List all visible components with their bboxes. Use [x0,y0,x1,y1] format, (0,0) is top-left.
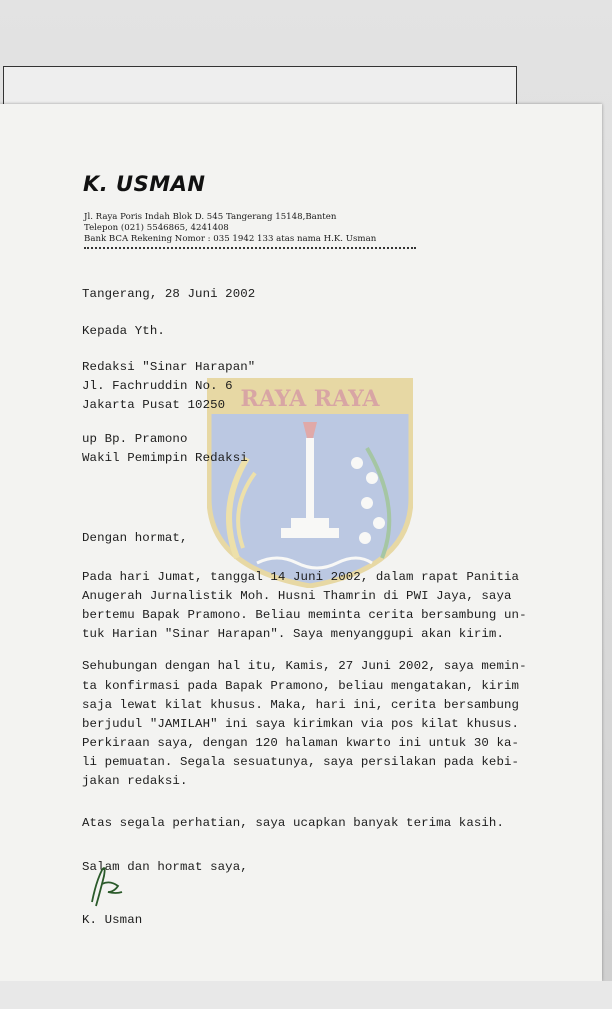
paragraph-line: ta konfirmasi pada Bapak Pramono, beliau mengatakan, kirim [82,679,520,693]
to-label: Kepada Yth. [82,324,165,338]
letterhead-name: K. USMAN [83,172,206,196]
recipient-line: Jl. Fachruddin No. 6 [82,379,233,393]
jakarta-coat-of-arms-watermark [207,378,413,588]
attention-line: Wakil Pemimpin Redaksi [82,451,248,465]
closing: Salam dan hormat saya, [82,860,248,874]
attention-line: up Bp. Pramono [82,432,188,446]
salutation: Dengan hormat, [82,531,188,545]
closing-paragraph: Atas segala perhatian, saya ucapkan banyak terima kasih. [82,816,504,830]
paragraph-line: tuk Harian "Sinar Harapan". Saya menyanggupi akan kirim. [82,627,504,641]
paragraph-line: Pada hari Jumat, tanggal 14 Juni 2002, dalam rapat Panitia [82,570,520,584]
paragraph-line: bertemu Bapak Pramono. Beliau meminta cerita bersambung un- [82,608,527,622]
letterhead-divider [84,245,416,249]
signer-name: K. Usman [82,913,143,927]
watermark-text: RAYA RAYA [240,386,380,412]
letterhead-phone: Telepon (021) 5546865, 4241408 [84,223,229,233]
paragraph-line: li pemuatan. Segala sesuatunya, saya persilakan pada kebi- [82,755,520,769]
letterhead-bank: Bank BCA Rekening Nomor : 035 1942 133 atas nama H.K. Usman [84,234,377,244]
paragraph-line: Sehubungan dengan hal itu, Kamis, 27 Juni 2002, saya memin- [82,659,527,673]
paragraph-line: jakan redaksi. [82,774,188,788]
paragraph-line: berjudul "JAMILAH" ini saya kirimkan via pos kilat khusus. [82,717,520,731]
paragraph-line: saja lewat kilat khusus. Maka, hari ini, cerita bersambung [82,698,520,712]
paragraph-line: Anugerah Jurnalistik Moh. Husni Thamrin di PWI Jaya, saya [82,589,512,603]
letterhead-address: Jl. Raya Poris Indah Blok D. 545 Tangerang 15148,Banten [84,212,337,222]
recipient-line: Redaksi "Sinar Harapan" [82,360,256,374]
handwritten-signature [88,862,124,908]
letter-date: Tangerang, 28 Juni 2002 [82,287,256,301]
page-bottom-edge [0,981,612,1009]
paragraph-line: Perkiraan saya, dengan 120 halaman kwarto ini untuk 30 ka- [82,736,520,750]
recipient-line: Jakarta Pusat 10250 [82,398,226,412]
